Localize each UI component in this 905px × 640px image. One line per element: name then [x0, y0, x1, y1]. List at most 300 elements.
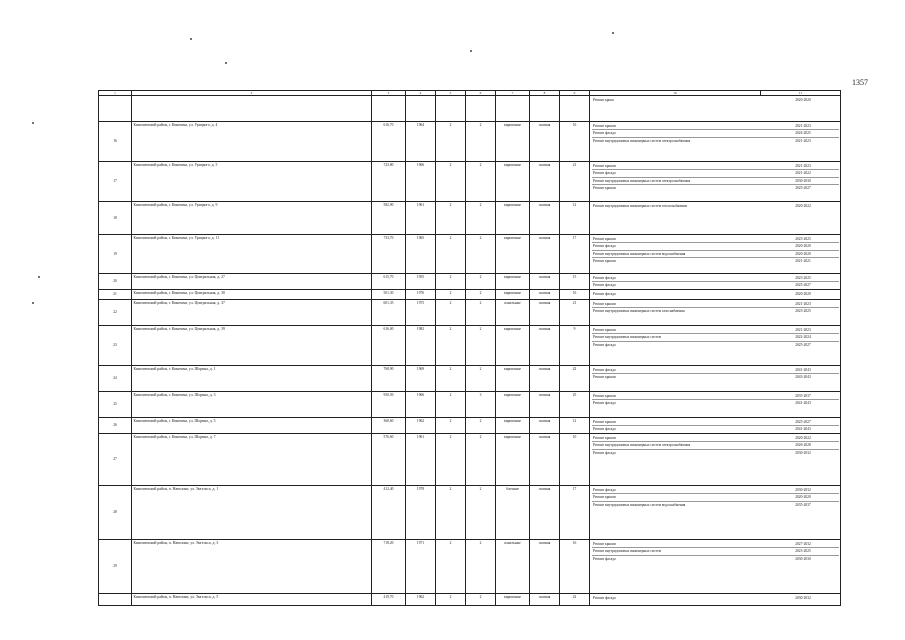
repair-work-period: 2030-2032: [795, 595, 811, 600]
repair-work-type: Ремонт фасада: [593, 275, 616, 280]
repair-work-item: [592, 450, 839, 457]
repair-work-type: Ремонт внутридомовых инженерных систем: [593, 549, 661, 553]
repair-work-type: Ремонт фасада: [593, 283, 616, 287]
house-area: 368,60: [372, 418, 406, 434]
repair-work-period: 2020-2022: [795, 203, 811, 208]
repair-work-item: [592, 138, 839, 145]
column-number: 1: [99, 91, 132, 96]
roof-type: скатная: [530, 326, 560, 366]
repair-works-cell: [590, 290, 841, 300]
table-row: [99, 162, 841, 202]
entrance-count: 2: [466, 300, 496, 326]
entrance-count: 2: [466, 202, 496, 235]
build-year: 1978: [406, 486, 436, 540]
floor-count: 2: [436, 434, 466, 486]
scan-speck: [225, 62, 227, 64]
build-year: 1969: [406, 366, 436, 392]
repair-work-type: Ремонт крыши: [593, 236, 616, 241]
wall-material: кирпичные: [496, 122, 530, 162]
house-number: 26: [99, 418, 132, 434]
house-address: Кинешемский район, п. Наволоки, ул. Энгельса, д. 1: [132, 486, 372, 540]
entrance-count: 3: [466, 392, 496, 418]
repair-work-type: Ремонт внутридомовых инженерных систем электроснабжения: [593, 178, 691, 183]
repair-work-item: [592, 301, 839, 309]
repair-work-period: 2030-2032: [795, 450, 811, 455]
wall-material: блочные: [496, 486, 530, 540]
repair-work-period: 2020-2020: [795, 251, 811, 256]
repair-work-type: Ремонт внутридомовых инженерных систем теплоснабжения: [593, 203, 688, 208]
house-address: Кинешемский район, п. Наволоки, ул. Энгельса, д. 3: [132, 540, 372, 594]
repair-works-cell: [590, 274, 841, 290]
entrance-count: 2: [466, 122, 496, 162]
table-row: [99, 366, 841, 392]
house-number: 20: [99, 274, 132, 290]
table-row: [99, 486, 841, 540]
house-area: 733,70: [372, 235, 406, 274]
repair-work-period: 2027-2032: [795, 541, 811, 546]
repair-work-type: Ремонт фасада: [593, 131, 616, 135]
house-area: 718,20: [372, 540, 406, 594]
roof-type: скатная: [530, 235, 560, 274]
floor-count: 2: [436, 418, 466, 434]
repair-work-period: 2030-2032: [795, 487, 811, 492]
repair-works-cell: [590, 122, 841, 162]
roof-type: скатная: [530, 418, 560, 434]
repair-work-period: 2041-2043: [795, 401, 811, 405]
repair-work-period: 2021-2023: [795, 123, 811, 128]
repair-work-item: [592, 97, 839, 104]
repair-work-item: [592, 595, 839, 602]
floor-count: 2: [436, 300, 466, 326]
scan-speck: [190, 38, 192, 40]
house-area: 501,30: [372, 290, 406, 300]
flat-count: 22: [560, 594, 590, 606]
flat-count: 12: [560, 418, 590, 434]
repair-works-cell: [590, 540, 841, 594]
roof-type: скатная: [530, 202, 560, 235]
table-row: [99, 235, 841, 274]
repair-works-cell: [590, 418, 841, 434]
repair-work-item: [592, 400, 839, 407]
roof-type: скатная: [530, 392, 560, 418]
repair-work-type: Ремонт крыши: [593, 259, 616, 263]
repair-work-type: Ремонт крыши: [593, 419, 616, 424]
page-number: 1357: [852, 78, 868, 87]
repair-work-period: 2030-2030: [795, 178, 811, 183]
wall-material: кирпичные: [496, 434, 530, 486]
column-number: 3: [372, 91, 406, 96]
column-number: 7: [496, 91, 530, 96]
table-row: [99, 202, 841, 235]
build-year: 1964: [406, 122, 436, 162]
floor-count: 2: [436, 326, 466, 366]
wall-material: кирпичные: [496, 392, 530, 418]
table-row: [99, 326, 841, 366]
wall-material: кирпичные: [496, 326, 530, 366]
repair-works-cell: [590, 434, 841, 486]
repair-work-type: Ремонт крыши: [593, 123, 616, 128]
repair-work-type: Ремонт фасада: [593, 487, 616, 492]
repair-work-period: 2023-2025: [795, 309, 811, 313]
repair-work-type: Ремонт фасада: [593, 450, 616, 455]
roof-type: скатная: [530, 122, 560, 162]
repair-work-period: 2022-2024: [795, 335, 811, 339]
flat-count: 12: [560, 202, 590, 235]
table-row: [99, 274, 841, 290]
repair-work-item: [592, 556, 839, 563]
house-area: 419,70: [372, 594, 406, 606]
column-number: 5: [436, 91, 466, 96]
entrance-count: 2: [466, 326, 496, 366]
table-row: [99, 434, 841, 486]
house-area: 576,60: [372, 434, 406, 486]
wall-material: кирпичные: [496, 202, 530, 235]
repair-work-type: Ремонт фасада: [593, 367, 616, 372]
repair-works-cell: [590, 235, 841, 274]
repair-work-item: [592, 243, 839, 251]
repair-work-type: Ремонт фасада: [593, 171, 616, 175]
repair-work-period: 2021-2021: [795, 259, 811, 263]
repair-work-item: [592, 548, 839, 556]
roof-type: [530, 96, 560, 122]
entrance-count: 2: [466, 235, 496, 274]
repair-work-item: [592, 178, 839, 186]
roof-type: скатная: [530, 274, 560, 290]
flat-count: 25: [560, 392, 590, 418]
house-address: Кинешемский район, г. Кинешма, ул. Шорина, д. 1: [132, 366, 372, 392]
repair-work-type: Ремонт крыши: [593, 435, 616, 440]
house-area: 582,90: [372, 202, 406, 235]
house-number: 17: [99, 162, 132, 202]
build-year: 1961: [406, 434, 436, 486]
repair-works-cell: [590, 326, 841, 366]
build-year: 1966: [406, 392, 436, 418]
table-row: [99, 418, 841, 434]
repair-work-type: Ремонт внутридомовых инженерных систем газоснабжения: [593, 309, 685, 313]
repair-work-item: [592, 487, 839, 495]
repair-work-type: Ремонт фасада: [593, 427, 616, 431]
floor-count: 2: [436, 202, 466, 235]
house-area: 601,35: [372, 300, 406, 326]
table-row: [99, 392, 841, 418]
repair-work-item: [592, 374, 839, 381]
floor-count: 2: [436, 486, 466, 540]
repair-work-type: Ремонт фасада: [593, 291, 616, 296]
repair-work-type: Ремонт крыши: [593, 327, 616, 332]
repair-works-cell: [590, 594, 841, 606]
repair-work-type: Ремонт крыши: [593, 186, 616, 190]
repair-work-period: 2021-2023: [795, 138, 811, 143]
repair-work-type: Ремонт крыши: [593, 393, 616, 398]
repair-work-type: Ремонт внутридомовых инженерных систем: [593, 335, 661, 339]
house-address: Кинешемский район, г. Кинешма, ул. Урицкого, д. 4: [132, 122, 372, 162]
repair-work-item: [592, 494, 839, 502]
house-number: 29: [99, 540, 132, 594]
house-area: 723,80: [372, 162, 406, 202]
house-address: Кинешемский район, г. Кинешма, ул. Шорина, д. 3: [132, 392, 372, 418]
repair-work-period: 2025-2027: [795, 342, 811, 347]
entrance-count: 2: [466, 274, 496, 290]
repair-work-item: [592, 367, 839, 375]
house-number: 28: [99, 486, 132, 540]
house-address: Кинешемский район, г. Кинешма, ул. Урицкого, д. 9: [132, 202, 372, 235]
repair-work-type: Ремонт крыши: [593, 163, 616, 168]
repair-work-period: 2020-2020: [795, 97, 811, 102]
repair-work-item: [592, 334, 839, 342]
repair-work-item: [592, 327, 839, 335]
repair-work-period: 2026-2028: [795, 443, 811, 447]
repair-work-item: [592, 163, 839, 171]
roof-type: скатная: [530, 300, 560, 326]
repair-work-period: 2021-2023: [795, 301, 811, 306]
wall-material: кирпичные: [496, 366, 530, 392]
repair-work-period: 2041-2043: [795, 427, 811, 431]
repair-work-period: 2023-2025: [795, 549, 811, 553]
repair-work-type: Ремонт фасада: [593, 401, 616, 405]
house-area: 950,50: [372, 392, 406, 418]
house-address: Кинешемский район, г. Кинешма, ул. Шорина, д. 7: [132, 434, 372, 486]
entrance-count: 2: [466, 290, 496, 300]
repair-work-period: 2021-2023: [795, 163, 811, 168]
repair-work-period: 2020-2020: [795, 291, 811, 296]
wall-material: кирпичные: [496, 418, 530, 434]
repair-work-type: Ремонт фасада: [593, 595, 616, 600]
scan-speck: [38, 276, 40, 278]
wall-material: [496, 96, 530, 122]
scan-speck: [32, 122, 34, 124]
flat-count: 16: [560, 540, 590, 594]
repair-work-type: Ремонт фасада: [593, 556, 616, 561]
flat-count: 17: [560, 486, 590, 540]
repair-works-cell: [590, 366, 841, 392]
repair-work-period: 2020-2022: [795, 435, 811, 440]
build-year: 1961: [406, 202, 436, 235]
house-number: 22: [99, 300, 132, 326]
flat-count: 21: [560, 162, 590, 202]
repair-work-item: [592, 275, 839, 283]
house-address: Кинешемский район, г. Кинешма, ул. Центральная, д. 27: [132, 274, 372, 290]
column-number: 2: [132, 91, 372, 96]
table-row: [99, 122, 841, 162]
repair-work-item: [592, 419, 839, 427]
house-address: Кинешемский район, г. Кинешма, ул. Центральная, д. 37: [132, 300, 372, 326]
repair-work-item: [592, 185, 839, 192]
repair-work-item: [592, 123, 839, 131]
flat-count: 9: [560, 326, 590, 366]
entrance-count: [466, 96, 496, 122]
repair-work-item: [592, 342, 839, 349]
floor-count: 2: [436, 392, 466, 418]
repair-work-period: 2035-2037: [795, 502, 811, 507]
build-year: 1962: [406, 594, 436, 606]
entrance-count: 2: [466, 434, 496, 486]
build-year: 1982: [406, 326, 436, 366]
floor-count: 2: [436, 122, 466, 162]
repair-work-period: 2025-2027: [795, 186, 811, 190]
column-number: 4: [406, 91, 436, 96]
roof-type: скатная: [530, 290, 560, 300]
house-area: 616,00: [372, 326, 406, 366]
repair-work-item: [592, 282, 839, 289]
floor-count: 2: [436, 594, 466, 606]
roof-type: скатная: [530, 540, 560, 594]
flat-count: 16: [560, 290, 590, 300]
house-address: Кинешемский район, г. Кинешма, ул. Урицкого, д. 5: [132, 162, 372, 202]
repair-work-period: 2024-2025: [795, 131, 811, 135]
repair-work-type: Ремонт внутридомовых инженерных систем водоснабжения: [593, 251, 686, 256]
repair-work-type: Ремонт крыши: [593, 541, 616, 546]
house-number: 23: [99, 326, 132, 366]
scan-speck: [32, 302, 34, 304]
repair-work-type: Ремонт крыши: [593, 301, 616, 306]
repair-works-cell: [590, 392, 841, 418]
scan-speck: [470, 50, 472, 52]
floor-count: 2: [436, 235, 466, 274]
build-year: 1975: [406, 300, 436, 326]
wall-material: кирпичные: [496, 594, 530, 606]
repair-work-type: Ремонт крыш: [593, 97, 614, 102]
repair-works-cell: [590, 96, 841, 122]
flat-count: [560, 96, 590, 122]
wall-material: кирпичные: [496, 162, 530, 202]
repair-works-cell: [590, 162, 841, 202]
house-number: 18: [99, 202, 132, 235]
repair-work-period: 2020-2020: [795, 495, 811, 499]
house-number: 25: [99, 392, 132, 418]
house-area: [372, 96, 406, 122]
repair-work-period: 2020-2020: [795, 244, 811, 248]
repair-work-period: 2025-2027: [795, 419, 811, 424]
house-number: 19: [99, 235, 132, 274]
build-year: 1971: [406, 540, 436, 594]
entrance-count: 2: [466, 418, 496, 434]
wall-material: кирпичные: [496, 235, 530, 274]
wall-material: панельные: [496, 300, 530, 326]
house-area: 412,40: [372, 486, 406, 540]
column-number: 8: [530, 91, 560, 96]
flat-count: 17: [560, 235, 590, 274]
repair-work-type: Ремонт фасада: [593, 342, 616, 347]
house-address: Кинешемский район, г. Кинешма, ул. Центральная, д. 30: [132, 290, 372, 300]
house-number: 24: [99, 366, 132, 392]
scan-speck: [612, 32, 614, 34]
table-row: [99, 96, 841, 122]
floor-count: 2: [436, 290, 466, 300]
house-area: 768,90: [372, 366, 406, 392]
build-year: 1965: [406, 235, 436, 274]
repair-work-item: [592, 541, 839, 549]
column-number: 11: [761, 91, 841, 96]
roof-type: скатная: [530, 486, 560, 540]
repair-work-type: Ремонт крыши: [593, 375, 616, 379]
repair-work-type: Ремонт фасада: [593, 244, 616, 248]
housing-repair-table: [98, 90, 841, 606]
repair-work-item: [592, 291, 839, 298]
repair-work-item: [592, 435, 839, 443]
build-year: 1966: [406, 162, 436, 202]
house-address: Кинешемский район, г. Кинешма, ул. Шорина, д. 5: [132, 418, 372, 434]
repair-work-item: [592, 308, 839, 315]
repair-work-item: [592, 502, 839, 509]
table-row: [99, 540, 841, 594]
repair-work-period: 2025-2027: [795, 283, 811, 287]
flat-count: 10: [560, 434, 590, 486]
repair-work-item: [592, 426, 839, 433]
repair-work-type: Ремонт внутридомовых инженерных систем электроснабжения: [593, 443, 691, 447]
entrance-count: 2: [466, 594, 496, 606]
house-number: 21: [99, 290, 132, 300]
wall-material: кирпичные: [496, 274, 530, 290]
floor-count: [436, 96, 466, 122]
house-number: 27: [99, 434, 132, 486]
entrance-count: 2: [466, 540, 496, 594]
repair-work-item: [592, 130, 839, 138]
repair-work-period: 2030-2030: [795, 556, 811, 561]
repair-work-type: Ремонт внутридомовых инженерных систем водоснабжения: [593, 502, 686, 507]
roof-type: скатная: [530, 434, 560, 486]
repair-work-period: 2023-2025: [795, 275, 811, 280]
repair-works-cell: [590, 202, 841, 235]
table-row: [99, 290, 841, 300]
house-address: [132, 96, 372, 122]
table-row: [99, 594, 841, 606]
build-year: [406, 96, 436, 122]
repair-works-cell: [590, 300, 841, 326]
repair-work-period: 2021-2022: [795, 171, 811, 175]
house-number: [99, 96, 132, 122]
repair-work-item: [592, 251, 839, 259]
roof-type: скатная: [530, 162, 560, 202]
repair-work-item: [592, 203, 839, 210]
build-year: 1962: [406, 418, 436, 434]
house-number: 16: [99, 122, 132, 162]
house-number: [99, 594, 132, 606]
house-address: Кинешемский район, г. Кинешма, ул. Урицкого, д. 11: [132, 235, 372, 274]
flat-count: 16: [560, 122, 590, 162]
flat-count: 21: [560, 300, 590, 326]
repair-work-period: 2021-2023: [795, 327, 811, 332]
wall-material: кирпичные: [496, 290, 530, 300]
wall-material: панельные: [496, 540, 530, 594]
build-year: 1976: [406, 290, 436, 300]
roof-type: скатная: [530, 594, 560, 606]
roof-type: скатная: [530, 366, 560, 392]
repair-work-item: [592, 258, 839, 265]
floor-count: 2: [436, 540, 466, 594]
floor-count: 2: [436, 366, 466, 392]
repair-work-period: 2035-2037: [795, 393, 811, 398]
flat-count: 15: [560, 274, 590, 290]
repair-works-cell: [590, 486, 841, 540]
column-number: 10: [590, 91, 761, 96]
repair-work-item: [592, 236, 839, 244]
flat-count: 22: [560, 366, 590, 392]
column-number: 6: [466, 91, 496, 96]
house-address: Кинешемский район, г. Кинешма, ул. Центральная, д. 39: [132, 326, 372, 366]
repair-work-item: [592, 170, 839, 178]
table-row: [99, 300, 841, 326]
house-area: 616,70: [372, 122, 406, 162]
repair-work-item: [592, 393, 839, 401]
repair-work-type: Ремонт внутридомовых инженерных систем электроснабжения: [593, 138, 691, 143]
build-year: 1955: [406, 274, 436, 290]
house-address: Кинешемский район, п. Наволоки, ул. Энгельса, д. 5: [132, 594, 372, 606]
repair-work-period: 2023-2025: [795, 236, 811, 241]
repair-work-period: 2041-2043: [795, 367, 811, 372]
floor-count: 2: [436, 162, 466, 202]
entrance-count: 2: [466, 486, 496, 540]
repair-work-period: 2043-2043: [795, 375, 811, 379]
